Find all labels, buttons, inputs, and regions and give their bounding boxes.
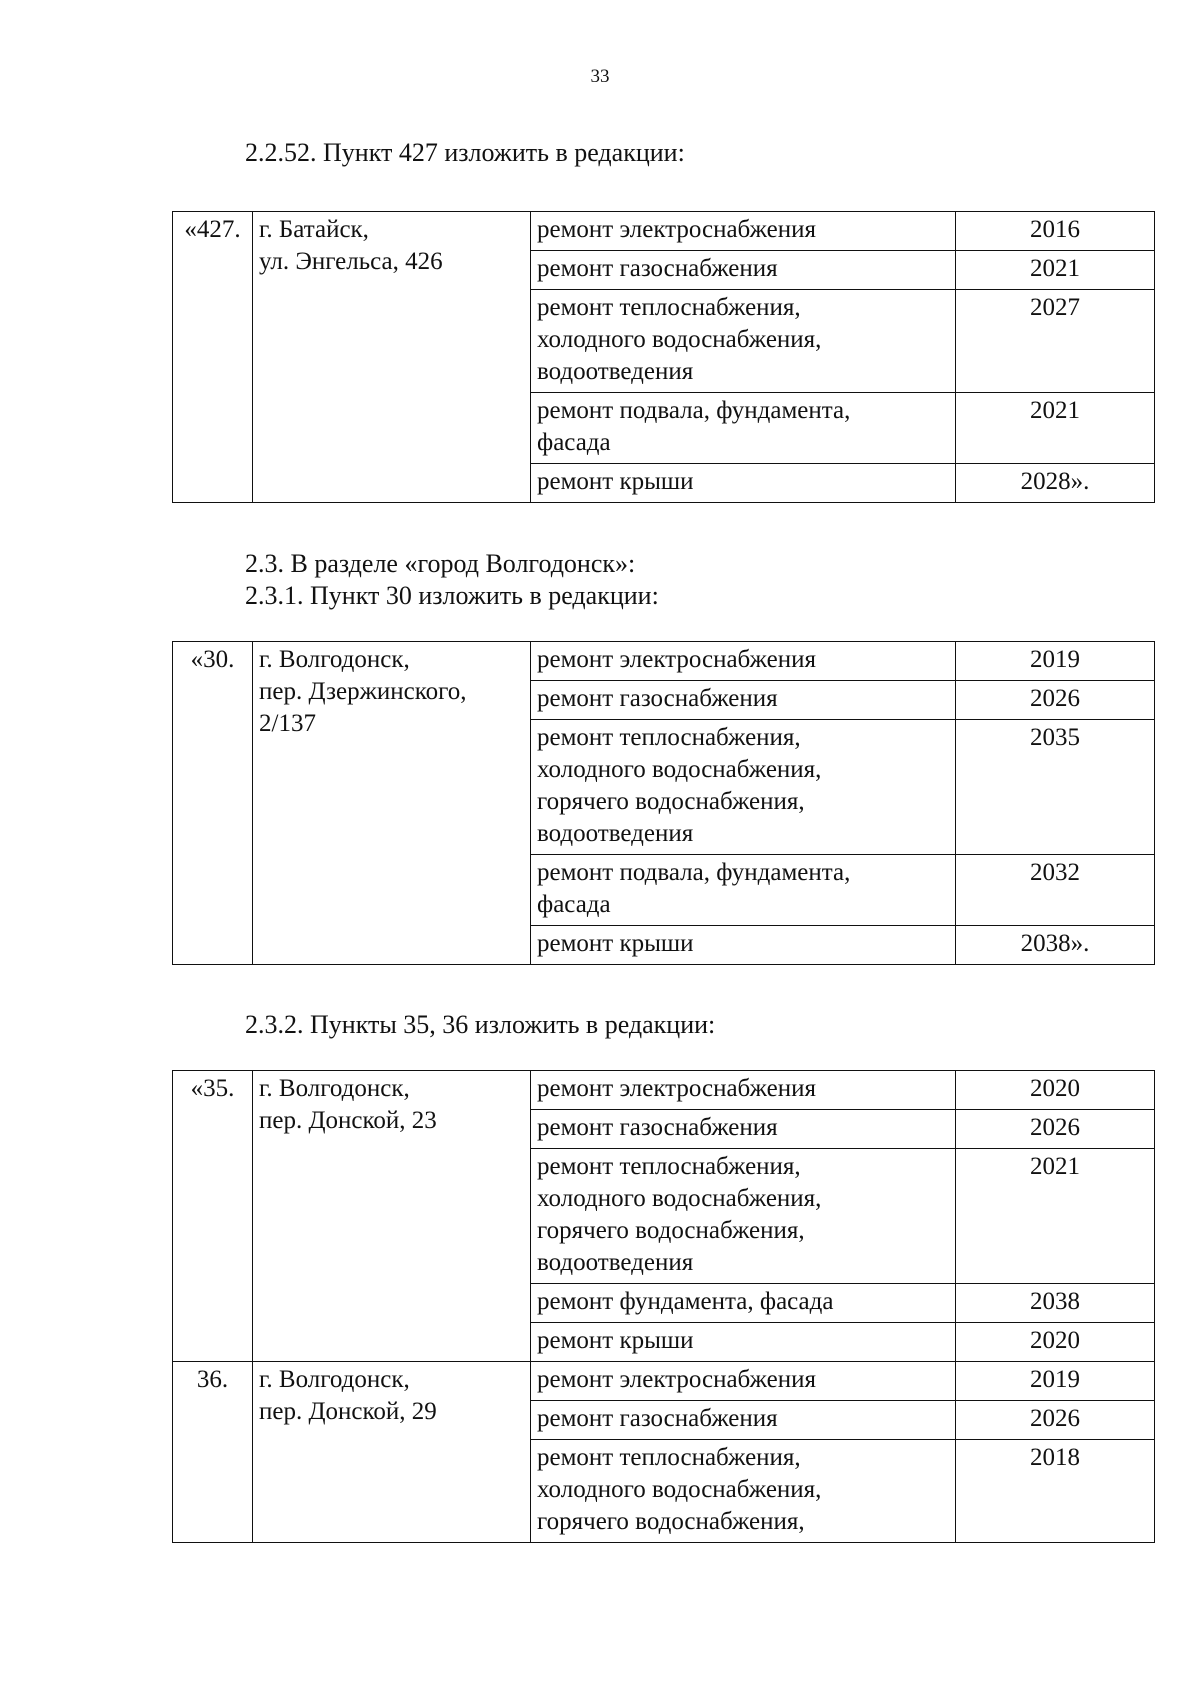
work-year: 2019 (956, 642, 1155, 681)
work-type: ремонт теплоснабжения, холодного водоснабжения, горячего водоснабжения, водоотведения (531, 1149, 956, 1284)
work-type: ремонт электроснабжения (531, 642, 956, 681)
work-year: 2027 (956, 290, 1155, 393)
work-type: ремонт газоснабжения (531, 1110, 956, 1149)
table-row (173, 1071, 1155, 1110)
work-type: ремонт фундамента, фасада (531, 1284, 956, 1323)
table-row (173, 1362, 1155, 1401)
entry-number: 36. (173, 1362, 253, 1543)
work-type: ремонт электроснабжения (531, 212, 956, 251)
work-type: ремонт теплоснабжения, холодного водоснабжения, горячего водоснабжения, водоотведения (531, 720, 956, 855)
work-type: ремонт теплоснабжения, холодного водоснабжения, водоотведения (531, 290, 956, 393)
work-type: ремонт крыши (531, 926, 956, 965)
work-year: 2035 (956, 720, 1155, 855)
entry-address: г. Волгодонск, пер. Дзержинского, 2/137 (253, 642, 531, 965)
entry-number: «35. (173, 1071, 253, 1362)
work-year: 2019 (956, 1362, 1155, 1401)
work-year: 2021 (956, 251, 1155, 290)
section-heading: 2.3.1. Пункт 30 изложить в редакции: (245, 581, 659, 610)
work-type: ремонт крыши (531, 1323, 956, 1362)
work-year: 2038». (956, 926, 1155, 965)
work-type: ремонт крыши (531, 464, 956, 503)
work-type: ремонт газоснабжения (531, 1401, 956, 1440)
entry-address: г. Волгодонск, пер. Донской, 23 (253, 1071, 531, 1362)
section-heading: 2.2.52. Пункт 427 изложить в редакции: (245, 138, 685, 167)
repair-schedule-table (172, 211, 1155, 503)
entry-number: «30. (173, 642, 253, 965)
work-year: 2020 (956, 1323, 1155, 1362)
entry-number: «427. (173, 212, 253, 503)
work-year: 2032 (956, 855, 1155, 926)
work-year: 2026 (956, 1401, 1155, 1440)
table-row (173, 642, 1155, 681)
work-year: 2021 (956, 393, 1155, 464)
work-type: ремонт электроснабжения (531, 1071, 956, 1110)
work-type: ремонт теплоснабжения, холодного водоснабжения, горячего водоснабжения, (531, 1440, 956, 1543)
entry-address: г. Батайск, ул. Энгельса, 426 (253, 212, 531, 503)
repair-schedule-table (172, 641, 1155, 965)
page-number: 33 (590, 66, 610, 87)
table-row (173, 212, 1155, 251)
work-year: 2026 (956, 681, 1155, 720)
section-heading: 2.3. В разделе «город Волгодонск»: (245, 549, 636, 578)
work-year: 2018 (956, 1440, 1155, 1543)
work-year: 2026 (956, 1110, 1155, 1149)
work-year: 2028». (956, 464, 1155, 503)
work-type: ремонт подвала, фундамента, фасада (531, 855, 956, 926)
work-year: 2016 (956, 212, 1155, 251)
repair-schedule-table (172, 1070, 1155, 1543)
work-year: 2038 (956, 1284, 1155, 1323)
work-type: ремонт газоснабжения (531, 251, 956, 290)
work-type: ремонт электроснабжения (531, 1362, 956, 1401)
section-heading: 2.3.2. Пункты 35, 36 изложить в редакции: (245, 1010, 716, 1039)
work-year: 2021 (956, 1149, 1155, 1284)
work-year: 2020 (956, 1071, 1155, 1110)
entry-address: г. Волгодонск, пер. Донской, 29 (253, 1362, 531, 1543)
work-type: ремонт подвала, фундамента, фасада (531, 393, 956, 464)
work-type: ремонт газоснабжения (531, 681, 956, 720)
